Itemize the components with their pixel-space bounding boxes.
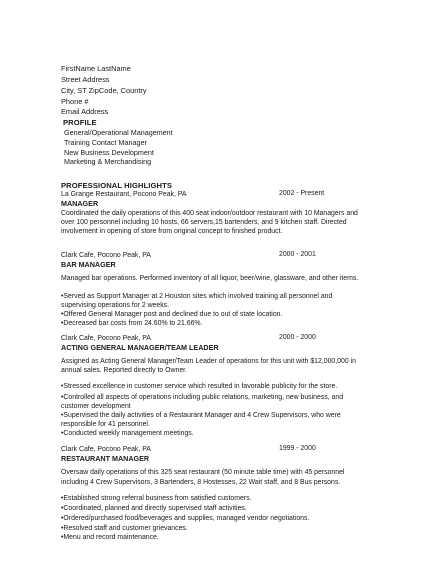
job-bullet: • Coordinated, planned and directly supervised staff activities. <box>61 504 247 513</box>
job-company: La Grange Restaurant, Pocono Peak, PA <box>61 191 187 198</box>
job-summary-line: including 4 Crew Supervisors, 3 Bartenders, 8 Hostesses, 22 Wait staff, and 8 Bus persons. <box>61 479 341 486</box>
highlights-heading: PROFESSIONAL HIGHLIGHTS <box>61 181 173 190</box>
contact-email: Email Address <box>61 107 109 116</box>
job-summary-line: Coordinated the daily operations of this 400 seat indoor/outdoor restaurant with 10 Managers and <box>61 210 358 217</box>
job-bullet-continued: supervising operations for 2 weeks. <box>61 302 170 309</box>
job-role: MANAGER <box>61 199 99 208</box>
job-bullet: • Served as Support Manager at 2 Houston sites which involved training all personnel and <box>61 292 332 301</box>
job-bullet-continued: customer development <box>61 403 131 410</box>
contact-name: FirstName LastName <box>61 64 131 73</box>
job-bullet: • Offered General Manager post and declined due to out of state location. <box>61 310 282 319</box>
profile-item: Marketing & Merchandising <box>64 157 152 166</box>
job-summary-line: annual sales. Reported directly to Owner. <box>61 367 188 374</box>
job-bullet-continued: responsible for 41 personnel. <box>61 421 150 428</box>
job-dates: 2000 - 2000 <box>279 334 316 341</box>
job-bullet: • Resolved staff and customer grievances. <box>61 524 188 533</box>
job-dates: 1999 - 2000 <box>279 445 316 452</box>
job-summary-line: Oversaw daily operations of this 325 seat restaurant (50 minute table time) with 45 personnel <box>61 469 345 476</box>
job-bullet: • Established strong referral business from satisfied customers. <box>61 494 251 503</box>
contact-street: Street Address <box>61 75 110 84</box>
job-bullet: • Conducted weekly management meetings. <box>61 429 194 438</box>
job-company: Clark Cafe, Pocono Peak, PA <box>61 335 151 342</box>
job-bullet: • Supervised the daily activities of a Restaurant Manager and 4 Crew Supervisors, who were <box>61 411 341 420</box>
job-bullet: • Stressed excellence in customer service which resulted in favorable publicity for the store. <box>61 382 337 391</box>
job-bullet: • Decreased bar costs from 24.60% to 21.66%. <box>61 319 202 328</box>
job-summary-line: involvement in opening of store from original concept to finished product. <box>61 228 283 235</box>
job-company: Clark Cafe, Pocono Peak, PA <box>61 446 151 453</box>
profile-item: Training Contact Manager <box>64 138 147 147</box>
contact-phone: Phone # <box>61 97 89 106</box>
profile-heading: PROFILE <box>63 118 97 127</box>
job-role: RESTAURANT MANAGER <box>61 454 150 463</box>
job-bullet: • Menu and record maintenance. <box>61 533 159 542</box>
job-bullet: • Controlled all aspects of operations including public relations, marketing, new business, and <box>61 393 343 402</box>
job-dates: 2002 - Present <box>279 190 325 197</box>
job-bullet: • Ordered/purchased food/beverages and supplies, managed vendor negotiations. <box>61 514 309 523</box>
job-summary-line: over 100 personnel including 10 hosts, 66 servers,15 bartenders, and 9 kitchen staff. Directed <box>61 219 347 226</box>
job-role: BAR MANAGER <box>61 260 116 269</box>
job-role: ACTING GENERAL MANAGER/TEAM LEADER <box>61 343 219 352</box>
profile-item: General/Operational Management <box>64 128 173 137</box>
profile-item: New Business Development <box>64 148 154 157</box>
job-summary-line: Managed bar operations. Performed inventory of all liquor, beer/wine, glassware, and other items. <box>61 275 359 282</box>
job-company: Clark Cafe, Pocono Peak, PA <box>61 252 151 259</box>
job-dates: 2000 - 2001 <box>279 251 316 258</box>
contact-city: City, ST ZipCode, Country <box>61 86 147 95</box>
job-summary-line: Assigned as Acting General Manager/Team Leader of operations for this unit with $12,000,000 in <box>61 358 356 365</box>
